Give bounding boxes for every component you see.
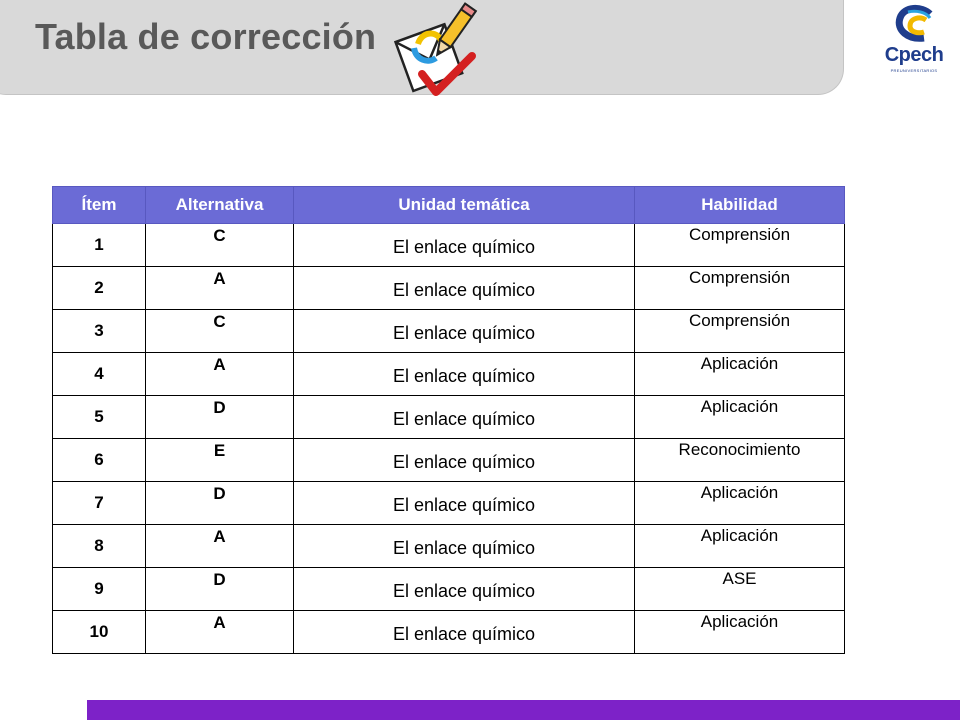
cell-item: 10 (53, 611, 146, 654)
cell-item: 9 (53, 568, 146, 611)
cell-unidad: El enlace químico (294, 396, 635, 439)
cell-item: 4 (53, 353, 146, 396)
cell-alternativa: A (146, 525, 294, 568)
cell-alternativa: A (146, 267, 294, 310)
cell-unidad: El enlace químico (294, 353, 635, 396)
cell-unidad: El enlace químico (294, 310, 635, 353)
cell-habilidad: Aplicación (635, 611, 845, 654)
column-header-item: Ítem (53, 187, 146, 224)
cell-alternativa: E (146, 439, 294, 482)
cell-item: 8 (53, 525, 146, 568)
cell-unidad: El enlace químico (294, 439, 635, 482)
cell-unidad: El enlace químico (294, 568, 635, 611)
table-row (53, 267, 845, 310)
cell-item: 6 (53, 439, 146, 482)
cell-alternativa: C (146, 310, 294, 353)
table-header-row (53, 187, 845, 224)
cell-habilidad: Comprensión (635, 267, 845, 310)
cell-unidad: El enlace químico (294, 482, 635, 525)
column-header-habilidad: Habilidad (635, 187, 845, 224)
cell-alternativa: A (146, 611, 294, 654)
correction-table (52, 186, 845, 654)
cell-alternativa: D (146, 396, 294, 439)
cell-alternativa: A (146, 353, 294, 396)
pencil-checkmark-icon (394, 0, 480, 106)
cell-habilidad: Comprensión (635, 224, 845, 267)
cell-habilidad: ASE (635, 568, 845, 611)
table-row (53, 568, 845, 611)
cell-unidad: El enlace químico (294, 224, 635, 267)
table-row (53, 482, 845, 525)
table-row (53, 224, 845, 267)
cell-alternativa: D (146, 568, 294, 611)
cell-habilidad: Aplicación (635, 525, 845, 568)
logo-subtitle: PREUNIVERSITARIOS (890, 68, 938, 73)
footer-bar (87, 700, 960, 720)
cell-item: 1 (53, 224, 146, 267)
table-row (53, 611, 845, 654)
table-row (53, 396, 845, 439)
cell-item: 3 (53, 310, 146, 353)
cell-item: 5 (53, 396, 146, 439)
cell-alternativa: C (146, 224, 294, 267)
cell-habilidad: Aplicación (635, 353, 845, 396)
cpech-logo (872, 4, 956, 84)
column-header-alternativa: Alternativa (146, 187, 294, 224)
page-title: Tabla de corrección (35, 16, 377, 57)
cell-unidad: El enlace químico (294, 267, 635, 310)
cell-habilidad: Aplicación (635, 396, 845, 439)
logo-name: Cpech (884, 44, 944, 66)
cell-unidad: El enlace químico (294, 525, 635, 568)
table-row (53, 439, 845, 482)
cell-item: 7 (53, 482, 146, 525)
logo-swirl-icon (872, 4, 956, 48)
column-header-unidad: Unidad temática (294, 187, 635, 224)
cell-alternativa: D (146, 482, 294, 525)
cell-habilidad: Aplicación (635, 482, 845, 525)
cell-unidad: El enlace químico (294, 611, 635, 654)
cell-habilidad: Reconocimiento (635, 439, 845, 482)
table-row (53, 353, 845, 396)
table-row (53, 310, 845, 353)
table-row (53, 525, 845, 568)
cell-habilidad: Comprensión (635, 310, 845, 353)
cell-item: 2 (53, 267, 146, 310)
